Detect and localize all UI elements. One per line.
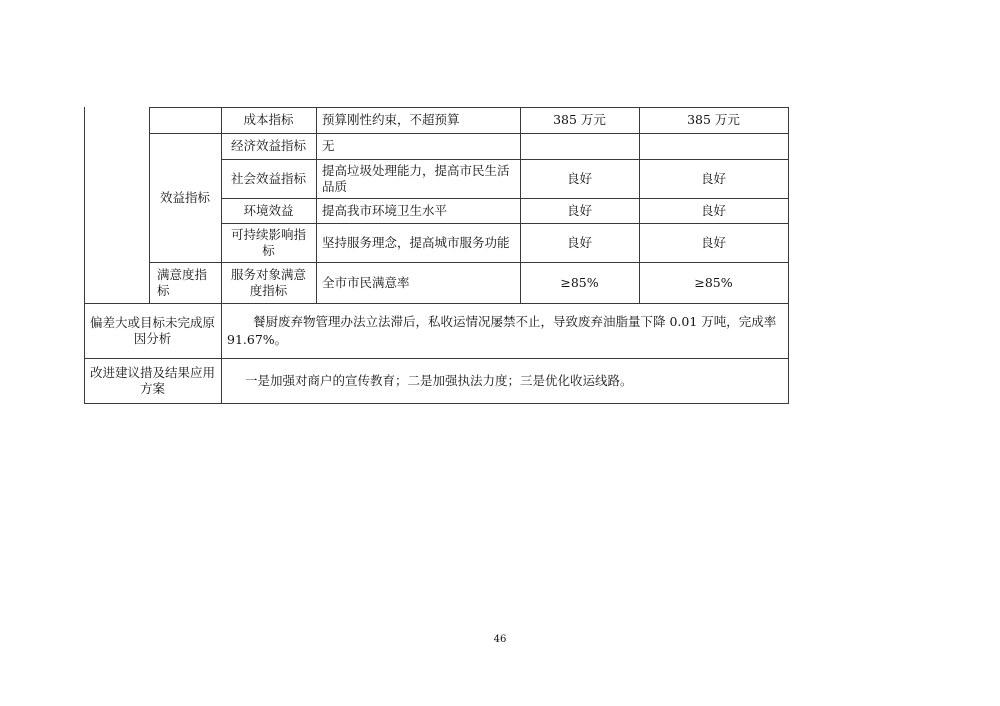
cost-indicator-content: 预算刚性约束，不超预算 [322, 112, 460, 127]
deviation-analysis-label: 偏差大或目标未完成原因分析 [89, 314, 215, 346]
environmental-benefit-target: 良好 [566, 202, 592, 218]
satisfaction-subindicator-name: 服务对象满意度指标 [230, 266, 306, 298]
deviation-analysis-text: 餐厨废弃物管理办法立法滞后，私收运情况屡禁不止，导致废弃油脂量下降 0.01 万吨，完成率 91.67%。 [227, 313, 777, 347]
sustainable-impact-target: 良好 [566, 234, 592, 250]
sustainable-impact-content: 坚持服务理念，提高城市服务功能 [322, 234, 510, 250]
satisfaction-actual: ≥85% [694, 274, 733, 290]
economic-benefit-target [520, 133, 639, 159]
table-line [84, 403, 789, 404]
performance-table [84, 107, 789, 404]
sustainable-impact-name: 可持续影响指标 [230, 226, 306, 258]
cost-actual-value: 385 万元 [687, 112, 740, 127]
economic-benefit-content: 无 [322, 138, 335, 153]
improvement-plan-text: 一是加强对商户的宣传教育；二是加强执法力度；三是优化收运线路。 [245, 372, 633, 388]
page-number: 46 [493, 634, 507, 645]
social-benefit-actual: 良好 [700, 170, 726, 186]
cost-target-value: 385 万元 [553, 112, 606, 127]
benefit-indicator-label: 效益指标 [159, 189, 210, 205]
economic-benefit-name: 经济效益指标 [230, 138, 306, 153]
environmental-benefit-actual: 良好 [700, 202, 726, 218]
environmental-benefit-name: 环境效益 [243, 202, 294, 218]
satisfaction-content: 全市市民满意率 [322, 274, 410, 290]
improvement-plan-label: 改进建议措及结果应用方案 [90, 364, 216, 396]
social-benefit-target: 良好 [566, 170, 592, 186]
economic-benefit-actual [639, 133, 788, 159]
satisfaction-target: ≥85% [560, 274, 599, 290]
cost-indicator-name: 成本指标 [243, 112, 294, 127]
social-benefit-name: 社会效益指标 [230, 170, 306, 186]
sustainable-impact-actual: 良好 [700, 234, 726, 250]
satisfaction-indicator-label: 满意度指标 [157, 266, 208, 298]
social-benefit-content: 提高垃圾处理能力，提高市民生活品质 [322, 162, 510, 194]
environmental-benefit-content: 提高我市环境卫生水平 [322, 202, 448, 218]
table-line [788, 107, 789, 404]
